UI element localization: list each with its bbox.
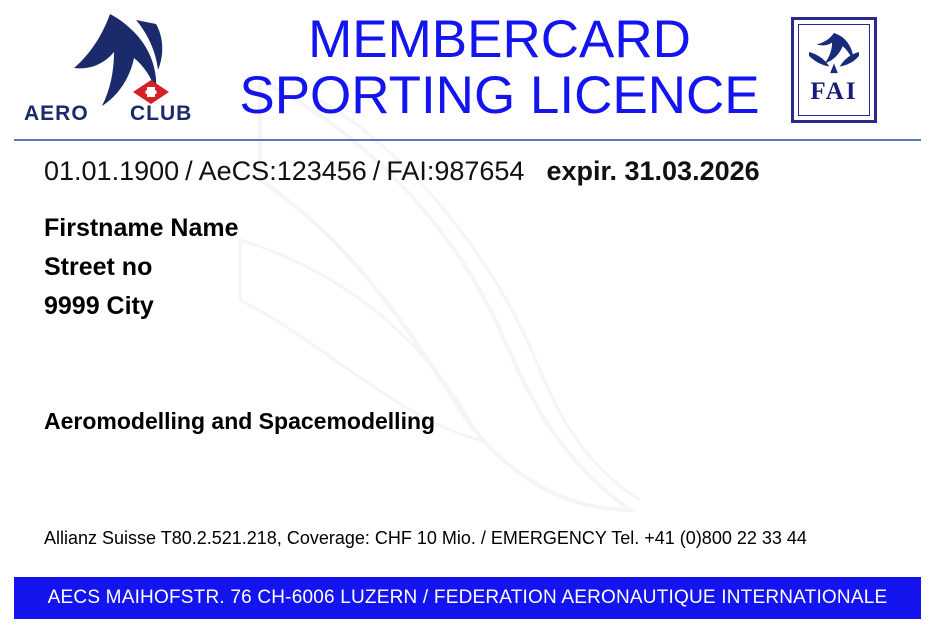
identity-line: [44, 156, 935, 187]
expiry-date: 31.03.2026: [624, 156, 760, 186]
holder-city: 9999 City: [44, 292, 154, 320]
discipline-label: Aeromodelling and Spacemodelling: [44, 408, 436, 434]
fai-number: FAI:987654: [386, 156, 525, 186]
holder-address: [44, 209, 935, 326]
separator-2: /: [372, 156, 381, 186]
aero-club-logo: [18, 8, 208, 132]
header-divider: [14, 139, 921, 141]
title-sporting-licence: SPORTING LICENCE: [239, 66, 760, 125]
title-membercard: MEMBERCARD: [308, 9, 691, 69]
footer-banner: AECS MAIHOFSTR. 76 CH-6006 LUZERN / FEDERATION AERONAUTIQUE INTERNATIONALE: [14, 577, 921, 619]
expiry-label: expir.: [546, 156, 617, 186]
card-header: [0, 0, 935, 140]
fai-logo-text: FAI: [810, 78, 858, 105]
fai-eagle-icon: [803, 29, 865, 77]
issue-date: 01.01.1900: [44, 156, 180, 186]
card-title-block: [208, 9, 791, 125]
svg-text:AERO: AERO: [24, 102, 89, 125]
holder-name: Firstname Name: [44, 214, 239, 242]
separator-1: /: [185, 156, 193, 186]
fai-logo: [791, 17, 877, 123]
holder-street: Street no: [44, 253, 153, 281]
insurance-note: Allianz Suisse T80.2.521.218, Coverage: CHF 10 Mio. / EMERGENCY Tel. +41 (0)800 22 33 44: [44, 528, 807, 548]
aecs-number: AeCS:123456: [198, 156, 367, 186]
svg-text:CLUB: CLUB: [130, 102, 193, 125]
